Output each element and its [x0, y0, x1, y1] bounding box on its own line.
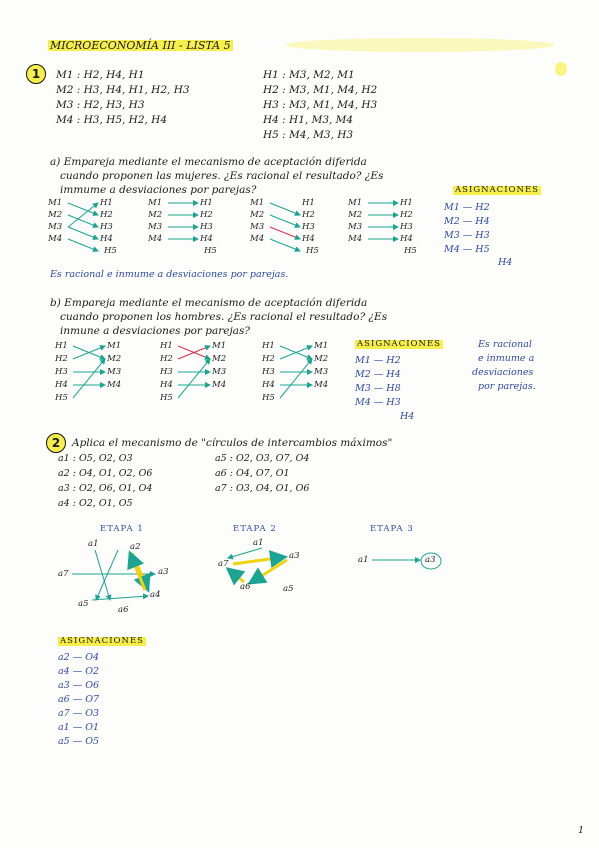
- right-node: H4: [100, 234, 113, 244]
- left-node: H4: [55, 380, 68, 390]
- left-node: H2: [262, 354, 275, 364]
- left-node: H3: [160, 367, 173, 377]
- left-node: M2: [348, 210, 363, 220]
- question-a-line1: a) Empareja mediante el mecanismo de aceptación diferida: [50, 156, 367, 168]
- assignment: M3 — H3: [444, 230, 490, 241]
- right-node: H2: [400, 210, 413, 220]
- match-arrow: [233, 557, 285, 564]
- right-node: H2: [100, 210, 113, 220]
- problem-1-number: 1: [26, 64, 46, 84]
- agent-node: a3: [289, 551, 300, 561]
- question-b-line2: cuando proponen los hombres. ¿Es racional el resultado? ¿Es: [60, 311, 388, 323]
- right-node: H5: [204, 246, 217, 256]
- question-a-line2: cuando proponen las mujeres. ¿Es racional el resultado? ¿Es: [60, 170, 384, 182]
- match-arrow: [96, 550, 118, 600]
- right-node: H4: [200, 234, 213, 244]
- note-line: desviaciones: [472, 367, 534, 378]
- right-node: M1: [314, 341, 329, 351]
- pref-line: M4 : H3, H5, H2, H4: [56, 114, 168, 126]
- agent-node: a3: [158, 567, 169, 577]
- right-node: H4: [302, 234, 315, 244]
- note-line: e inmume a: [478, 353, 535, 364]
- match-arrow: [228, 569, 244, 582]
- right-node: H5: [104, 246, 117, 256]
- right-node: H3: [200, 222, 213, 232]
- pref-line: a5 : O2, O3, O7, O4: [215, 453, 310, 464]
- left-node: H3: [55, 367, 68, 377]
- right-node: M4: [314, 380, 329, 390]
- left-node: H4: [160, 380, 173, 390]
- left-node: M3: [48, 222, 63, 232]
- left-node: M3: [148, 222, 163, 232]
- left-node: M4: [148, 234, 163, 244]
- pref-line: H4 : H1, M3, M4: [263, 114, 354, 126]
- note-line: por parejas.: [478, 381, 536, 392]
- agent-node: a6: [118, 605, 129, 615]
- assignment: a3 — O6: [58, 680, 100, 691]
- agent-node: a1: [88, 539, 99, 549]
- right-node: M3: [212, 367, 227, 377]
- right-node: M2: [314, 354, 329, 364]
- question-b-line3: inmune a desviaciones por parejas?: [60, 325, 251, 337]
- left-node: M4: [48, 234, 63, 244]
- pref-line: a3 : O2, O6, O1, O4: [58, 483, 153, 494]
- agent-node: a3: [425, 555, 436, 565]
- right-node: M2: [107, 354, 122, 364]
- assignment: a2 — O4: [58, 652, 100, 663]
- right-node: H3: [302, 222, 315, 232]
- right-node: H3: [100, 222, 113, 232]
- assignment: M2 — H4: [444, 216, 490, 227]
- left-node: H4: [262, 380, 275, 390]
- stage-3-label: ETAPA 3: [370, 524, 414, 534]
- right-node: M2: [212, 354, 227, 364]
- left-node: M1: [348, 198, 363, 208]
- agent-node: a2: [130, 542, 141, 552]
- left-node: H5: [160, 393, 173, 403]
- right-node: H1: [100, 198, 113, 208]
- right-node: M1: [107, 341, 122, 351]
- right-node: M3: [107, 367, 122, 377]
- assignment: H4: [400, 411, 415, 422]
- stage-2-label: ETAPA 2: [233, 524, 277, 534]
- pref-line: M1 : H2, H4, H1: [56, 69, 145, 81]
- assignment: M1 — H2: [444, 202, 490, 213]
- right-node: H2: [302, 210, 315, 220]
- problem-2-number: 2: [46, 433, 66, 453]
- left-node: M1: [48, 198, 63, 208]
- left-node: H2: [160, 354, 173, 364]
- pref-line: M2 : H3, H4, H1, H2, H3: [56, 84, 190, 96]
- right-node: H1: [200, 198, 213, 208]
- left-node: H2: [55, 354, 68, 364]
- note-line: Es racional: [478, 339, 532, 350]
- assignments-2-title: ASIGNACIONES: [60, 636, 144, 646]
- assignment: a6 — O7: [58, 694, 100, 705]
- assignment: a4 — O2: [58, 666, 100, 677]
- assignment: a5 — O5: [58, 736, 100, 747]
- agent-node: a6: [240, 582, 251, 592]
- right-node: H1: [400, 198, 413, 208]
- left-node: M4: [250, 234, 265, 244]
- left-node: M2: [250, 210, 265, 220]
- left-node: H3: [262, 367, 275, 377]
- agent-node: a1: [253, 538, 264, 548]
- right-node: M1: [212, 341, 227, 351]
- left-node: M3: [348, 222, 363, 232]
- problem-2-statement: Aplica el mecanismo de "círculos de intercambios máximos": [72, 437, 393, 449]
- match-arrow: [95, 550, 110, 600]
- agent-node: a7: [58, 569, 69, 579]
- pref-line: H3 : M3, M1, M4, H3: [263, 99, 378, 111]
- right-node: H5: [306, 246, 319, 256]
- assignment: M2 — H4: [355, 369, 401, 380]
- pref-line: a2 : O4, O1, O2, O6: [58, 468, 153, 479]
- left-node: M4: [348, 234, 363, 244]
- pref-line: H2 : M3, M1, M4, H2: [263, 84, 378, 96]
- assignment: M3 — H8: [355, 383, 401, 394]
- match-arrow: [130, 553, 145, 590]
- page-number: 1: [578, 825, 585, 836]
- pref-line: a4 : O2, O1, O5: [58, 498, 133, 509]
- match-arrow: [132, 553, 148, 590]
- match-arrow: [228, 548, 262, 558]
- pref-line: a7 : O3, O4, O1, O6: [215, 483, 310, 494]
- match-arrow: [250, 560, 287, 583]
- assignment: M4 — H5: [444, 244, 490, 255]
- pref-line: H1 : M3, M2, M1: [263, 69, 355, 81]
- agent-node: a1: [358, 555, 369, 565]
- agent-node: a5: [283, 584, 294, 594]
- question-b-line1: b) Empareja mediante el mecanismo de aceptación diferida: [50, 297, 368, 309]
- pref-line: M3 : H2, H3, H3: [56, 99, 145, 111]
- stage-1-label: ETAPA 1: [100, 524, 144, 534]
- left-node: M3: [250, 222, 265, 232]
- left-node: H1: [262, 341, 275, 351]
- assignment: M4 — H3: [355, 397, 401, 408]
- left-node: M2: [48, 210, 63, 220]
- left-node: M1: [148, 198, 163, 208]
- assignment: a1 — O1: [58, 722, 100, 733]
- left-node: H1: [55, 341, 68, 351]
- agent-node: a7: [218, 559, 229, 569]
- page-title: MICROECONOMÍA III - LISTA 5: [50, 39, 231, 52]
- left-node: H1: [160, 341, 173, 351]
- right-node: H4: [400, 234, 413, 244]
- question-a-line3: immume a desviaciones por parejas?: [60, 184, 257, 196]
- pref-line: H5 : M4, M3, H3: [263, 129, 354, 141]
- left-node: M2: [148, 210, 163, 220]
- right-node: M4: [107, 380, 122, 390]
- match-arrow: [92, 596, 148, 600]
- question-a-conclusion: Es racional e inmume a desviaciones por parejas.: [50, 269, 289, 280]
- right-node: H2: [200, 210, 213, 220]
- left-node: M1: [250, 198, 265, 208]
- right-node: H1: [302, 198, 315, 208]
- agent-node: a5: [78, 599, 89, 609]
- pref-line: a6 : O4, O7, O1: [215, 468, 290, 479]
- assignments-a-title: ASIGNACIONES: [455, 185, 539, 195]
- right-node: H5: [404, 246, 417, 256]
- assignment: a7 — O3: [58, 708, 100, 719]
- agent-node: a4: [150, 590, 161, 600]
- left-node: H5: [262, 393, 275, 403]
- right-node: H3: [400, 222, 413, 232]
- pref-line: a1 : O5, O2, O3: [58, 453, 133, 464]
- assignment: H4: [498, 257, 513, 268]
- assignment: M1 — H2: [355, 355, 401, 366]
- assignments-b-title: ASIGNACIONES: [357, 339, 441, 349]
- right-node: M4: [212, 380, 227, 390]
- left-node: H5: [55, 393, 68, 403]
- right-node: M3: [314, 367, 329, 377]
